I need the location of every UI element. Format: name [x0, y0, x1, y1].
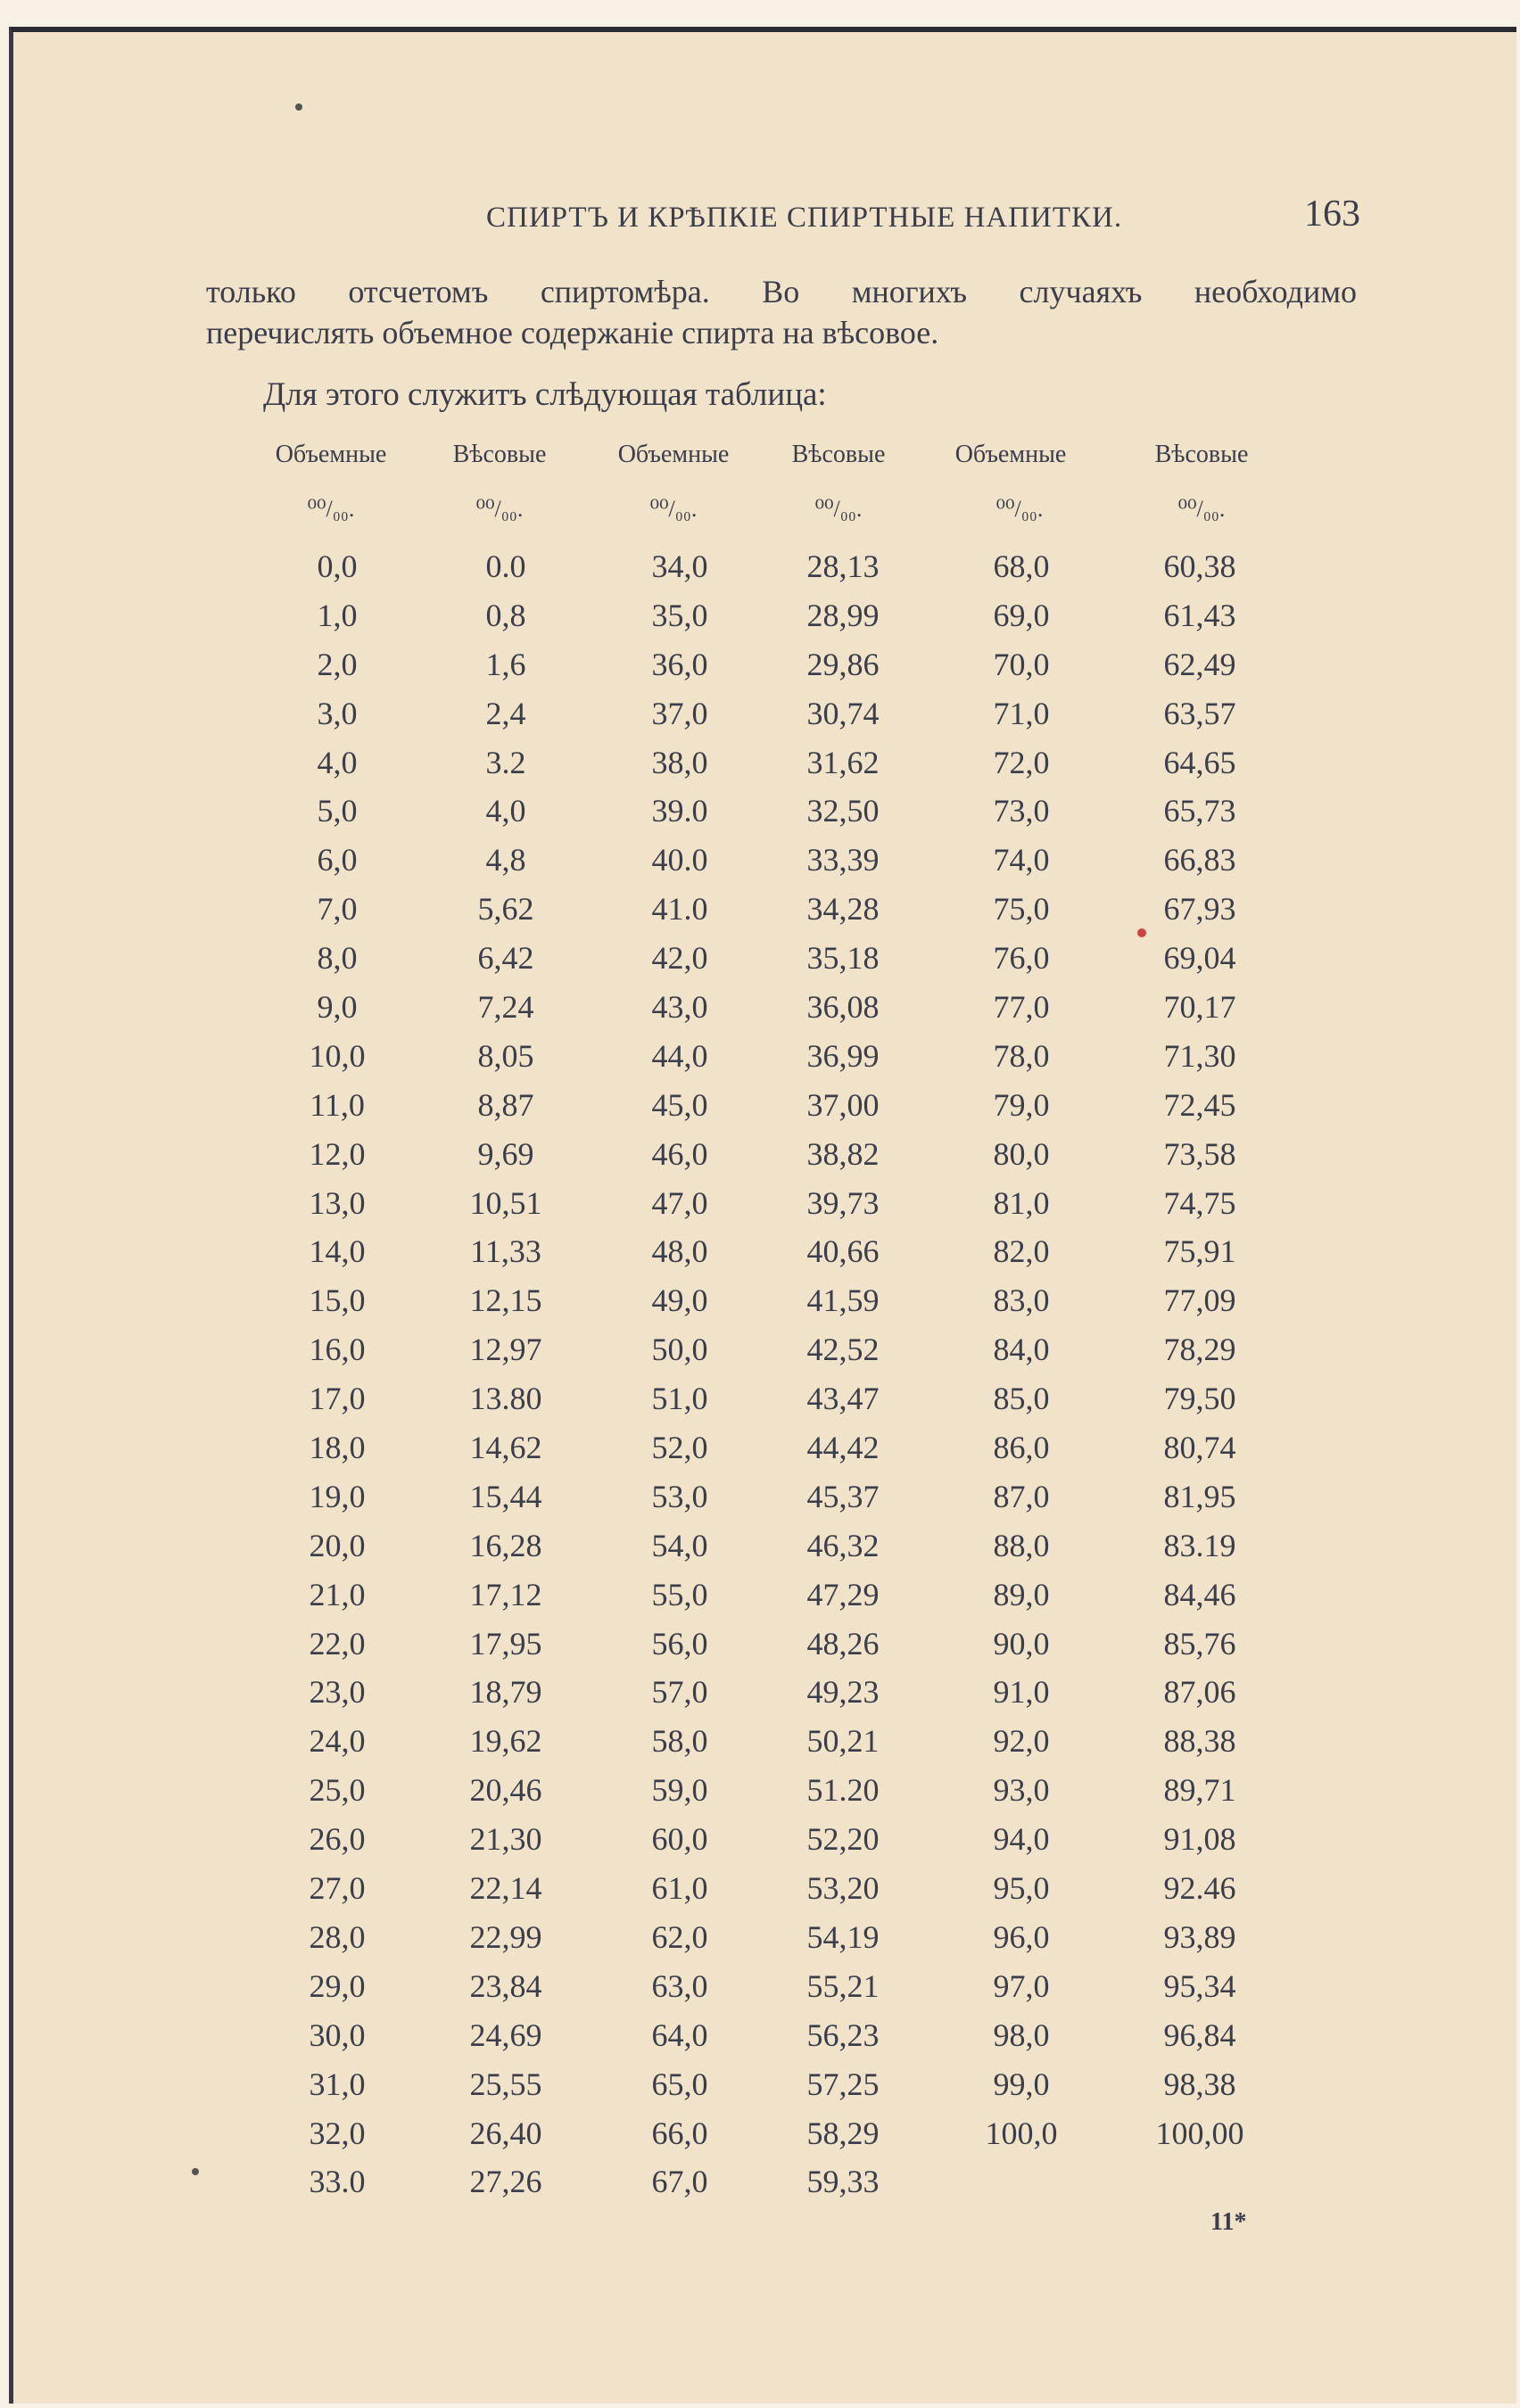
table-cell: 77,0 — [993, 989, 1050, 1026]
table-cell: 49,0 — [651, 1282, 708, 1319]
table-cell: 48,26 — [806, 1625, 880, 1662]
table-cell: 80,0 — [993, 1135, 1050, 1172]
table-cell: 96,0 — [993, 1918, 1050, 1955]
body-paragraph — [206, 271, 1357, 353]
table-cell: 17,12 — [469, 1576, 542, 1612]
table-cell: 8,05 — [477, 1037, 534, 1074]
column-header: Вѣсовые — [791, 441, 886, 468]
table-cell: 0,0 — [317, 548, 358, 584]
unit-label: ⁰⁰/₀₀. — [475, 496, 524, 522]
table-cell: 47,0 — [651, 1184, 708, 1221]
table-cell: 85,0 — [993, 1381, 1050, 1417]
table-cell: 3,0 — [317, 695, 358, 731]
table-cell: 100,00 — [1155, 2115, 1244, 2151]
table-cell: 35,0 — [651, 597, 708, 633]
table-cell: 70,0 — [993, 646, 1050, 682]
table-cell: 19,62 — [469, 1723, 542, 1760]
table-cell: 24,0 — [309, 1723, 366, 1760]
table-cell: 90,0 — [993, 1625, 1050, 1662]
table-cell: 64,65 — [1163, 744, 1236, 780]
table-cell: 87,0 — [993, 1478, 1050, 1514]
table-cell: 63,0 — [651, 1967, 708, 2004]
table-cell: 5,0 — [317, 793, 358, 829]
table-cell: 29,86 — [806, 646, 880, 682]
table-cell: 72,45 — [1163, 1086, 1236, 1123]
table-cell: 69,04 — [1163, 940, 1236, 977]
table-cell: 23,0 — [309, 1674, 366, 1711]
table-cell: 55,0 — [651, 1576, 708, 1612]
table-cell: 8,0 — [317, 940, 358, 977]
table-cell: 100,0 — [985, 2115, 1058, 2151]
table-cell: 50,21 — [806, 1723, 880, 1760]
table-cell: 36,0 — [651, 646, 708, 682]
table-cell: 57,0 — [651, 1674, 708, 1711]
table-cell: 74,75 — [1163, 1184, 1236, 1221]
table-cell: 38,82 — [806, 1135, 880, 1172]
table-cell: 36,99 — [806, 1037, 880, 1074]
table-cell: 18,79 — [469, 1674, 542, 1711]
table-cell: 53,0 — [651, 1478, 708, 1514]
table-cell: 84,46 — [1163, 1576, 1236, 1612]
table-cell: 80,74 — [1163, 1430, 1236, 1466]
table-cell: 30,0 — [309, 2016, 366, 2053]
column-header: Объемные — [954, 441, 1067, 468]
table-cell: 46,0 — [651, 1135, 708, 1172]
table-cell: 81,0 — [993, 1184, 1050, 1221]
table-cell: 12,97 — [469, 1332, 542, 1368]
table-cell: 48,0 — [651, 1233, 708, 1270]
table-cell: 53,20 — [806, 1870, 880, 1907]
unit-label: ⁰⁰/₀₀. — [1177, 496, 1226, 522]
table-cell: 94,0 — [993, 1821, 1050, 1858]
table-cell: 82,0 — [993, 1233, 1050, 1270]
table-cell: 15,44 — [469, 1478, 542, 1514]
table-cell: 97,0 — [993, 1967, 1050, 2004]
table-cell: 62,49 — [1163, 646, 1236, 682]
table-cell: 26,0 — [309, 1821, 366, 1858]
table-cell: 24,69 — [469, 2016, 542, 2053]
table-cell: 57,25 — [806, 2066, 880, 2102]
table-cell: 98,0 — [993, 2016, 1050, 2053]
table-cell: 11,33 — [470, 1233, 541, 1270]
table-cell: 47,29 — [806, 1576, 880, 1612]
table-cell: 63,57 — [1163, 695, 1236, 731]
running-head — [219, 193, 1360, 246]
table-cell: 40,66 — [806, 1233, 880, 1270]
table-cell: 43,0 — [651, 989, 708, 1026]
table-cell: 93,89 — [1163, 1918, 1236, 1955]
table-cell: 42,52 — [806, 1332, 880, 1368]
table-cell: 10,51 — [469, 1184, 542, 1221]
paragraph-line: только отсчетомъ спиртомѣра. Во многихъ случаяхъ необходимо — [206, 274, 1357, 309]
table-cell: 95,34 — [1163, 1967, 1236, 2004]
table-cell: 4,8 — [485, 842, 526, 878]
unit-label: ⁰⁰/₀₀. — [649, 496, 698, 522]
table-cell: 87,06 — [1163, 1674, 1236, 1711]
table-cell: 28,99 — [806, 597, 880, 633]
table-cell: 31,0 — [309, 2066, 366, 2102]
table-cell: 43,47 — [806, 1381, 880, 1417]
table-cell: 83,0 — [993, 1282, 1050, 1319]
table-cell: 69,0 — [993, 597, 1050, 633]
table-cell: 93,0 — [993, 1772, 1050, 1809]
table-cell: 7,24 — [477, 989, 534, 1026]
table-cell: 45,0 — [651, 1086, 708, 1123]
table-cell: 84,0 — [993, 1332, 1050, 1368]
table-cell: 11,0 — [310, 1086, 365, 1123]
table-cell: 45,37 — [806, 1478, 880, 1514]
table-cell: 58,29 — [806, 2115, 880, 2151]
table-cell: 86,0 — [993, 1430, 1050, 1466]
table-cell: 65,0 — [651, 2066, 708, 2102]
table-cell: 77,09 — [1163, 1282, 1236, 1319]
table-cell: 34,0 — [651, 548, 708, 584]
table-cell: 55,21 — [806, 1967, 880, 2004]
table-cell: 64,0 — [651, 2016, 708, 2053]
table-cell: 4,0 — [317, 744, 358, 780]
table-column — [772, 542, 914, 2206]
table-cell: 92,0 — [993, 1723, 1050, 1760]
table-cell: 17,95 — [469, 1625, 542, 1662]
table-cell: 56,0 — [651, 1625, 708, 1662]
table-cell: 66,83 — [1163, 842, 1236, 878]
table-cell: 78,0 — [993, 1037, 1050, 1074]
table-cell: 61,0 — [651, 1870, 708, 1907]
table-cell: 46,32 — [806, 1527, 880, 1563]
table-cell: 26,40 — [469, 2115, 542, 2151]
table-cell: 50,0 — [651, 1332, 708, 1368]
table-cell: 95,0 — [993, 1870, 1050, 1907]
table-cell: 3.2 — [485, 744, 526, 780]
table-cell: 61,43 — [1163, 597, 1236, 633]
table-cell: 32,50 — [806, 793, 880, 829]
table-column — [434, 542, 577, 2206]
column-header: Объемные — [275, 441, 387, 468]
table-cell: 10,0 — [309, 1037, 366, 1074]
table-cell: 14,0 — [309, 1233, 366, 1270]
table-cell: 30,74 — [806, 695, 880, 731]
table-cell: 18,0 — [309, 1430, 366, 1466]
table-cell: 23,84 — [469, 1967, 542, 2004]
table-cell: 12,15 — [469, 1282, 542, 1319]
table-cell: 31,62 — [806, 744, 880, 780]
table-cell: 28,13 — [806, 548, 880, 584]
table-cell: 25,0 — [309, 1772, 366, 1809]
table-cell: 13.80 — [469, 1381, 542, 1417]
table-cell: 73,58 — [1163, 1135, 1236, 1172]
table-cell: 75,91 — [1163, 1233, 1236, 1270]
table-column — [1128, 542, 1271, 2157]
table-cell: 20,46 — [469, 1772, 542, 1809]
table-cell: 99,0 — [993, 2066, 1050, 2102]
table-cell: 22,99 — [469, 1918, 542, 1955]
table-cell: 41,59 — [806, 1282, 880, 1319]
table-cell: 9,0 — [317, 989, 358, 1026]
table-cell: 74,0 — [993, 842, 1050, 878]
signature-mark: 11* — [1210, 2208, 1247, 2236]
table-cell: 6,0 — [317, 842, 358, 878]
table-cell: 22,0 — [309, 1625, 366, 1662]
table-cell: 0,8 — [485, 597, 526, 633]
table-cell: 70,17 — [1163, 989, 1236, 1026]
table-cell: 6,42 — [477, 940, 534, 977]
table-cell: 89,71 — [1163, 1772, 1236, 1809]
table-cell: 71,30 — [1163, 1037, 1236, 1074]
page-number: 163 — [1304, 194, 1360, 235]
table-cell: 89,0 — [993, 1576, 1050, 1612]
table-cell: 40.0 — [651, 842, 708, 878]
table-cell: 54,19 — [806, 1918, 880, 1955]
table-cell: 44,42 — [806, 1430, 880, 1466]
table-cell: 36,08 — [806, 989, 880, 1026]
column-header: Объемные — [617, 441, 730, 468]
table-cell: 52,20 — [806, 1821, 880, 1858]
table-cell: 7,0 — [317, 891, 358, 928]
table-cell: 38,0 — [651, 744, 708, 780]
table-column — [608, 542, 751, 2206]
table-cell: 92.46 — [1163, 1870, 1236, 1907]
table-cell: 71,0 — [993, 695, 1050, 731]
table-cell: 2,4 — [485, 695, 526, 731]
table-cell: 2,0 — [317, 646, 358, 682]
table-cell: 33,39 — [806, 842, 880, 878]
table-cell: 81,95 — [1163, 1478, 1236, 1514]
ink-speck — [295, 103, 302, 111]
column-header: Вѣсовые — [452, 441, 547, 468]
table-cell: 68,0 — [993, 548, 1050, 584]
table-cell: 27,0 — [309, 1870, 366, 1907]
table-cell: 91,08 — [1163, 1821, 1236, 1858]
table-cell: 76,0 — [993, 940, 1050, 977]
unit-label: ⁰⁰/₀₀. — [814, 496, 863, 522]
table-cell: 17,0 — [309, 1381, 366, 1417]
table-cell: 16,0 — [309, 1332, 366, 1368]
table-cell: 62,0 — [651, 1918, 708, 1955]
table-cell: 85,76 — [1163, 1625, 1236, 1662]
table-intro: Для этого служитъ слѣдующая таблица: — [263, 376, 827, 413]
table-cell: 42,0 — [651, 940, 708, 977]
table-cell: 14,62 — [469, 1430, 542, 1466]
table-cell: 54,0 — [651, 1527, 708, 1563]
table-cell: 19,0 — [309, 1478, 366, 1514]
table-cell: 88,0 — [993, 1527, 1050, 1563]
table-cell: 83.19 — [1163, 1527, 1236, 1563]
table-cell: 41.0 — [651, 891, 708, 928]
table-column — [950, 542, 1093, 2157]
table-cell: 65,73 — [1163, 793, 1236, 829]
table-cell: 56,23 — [806, 2016, 880, 2053]
table-cell: 73,0 — [993, 793, 1050, 829]
paragraph-line: перечислять объемное содержаніе спирта на вѣсовое. — [206, 315, 939, 350]
table-cell: 44,0 — [651, 1037, 708, 1074]
table-cell: 35,18 — [806, 940, 880, 977]
table-cell: 5,62 — [477, 891, 534, 928]
table-cell: 4,0 — [485, 793, 526, 829]
table-cell: 25,55 — [469, 2066, 542, 2102]
book-page — [9, 27, 1516, 2404]
table-column — [266, 542, 409, 2206]
table-cell: 67,0 — [651, 2164, 708, 2200]
table-cell: 13,0 — [309, 1184, 366, 1221]
table-cell: 51.20 — [806, 1772, 880, 1809]
table-cell: 15,0 — [309, 1282, 366, 1319]
table-cell: 49,23 — [806, 1674, 880, 1711]
table-cell: 28,0 — [309, 1918, 366, 1955]
table-cell: 59,0 — [651, 1772, 708, 1809]
table-cell: 21,0 — [309, 1576, 366, 1612]
table-cell: 58,0 — [651, 1723, 708, 1760]
table-cell: 79,50 — [1163, 1381, 1236, 1417]
table-cell: 91,0 — [993, 1674, 1050, 1711]
table-cell: 33.0 — [309, 2164, 366, 2200]
table-cell: 66,0 — [651, 2115, 708, 2151]
table-cell: 12,0 — [309, 1135, 366, 1172]
column-header: Вѣсовые — [1154, 441, 1249, 468]
table-cell: 78,29 — [1163, 1332, 1236, 1368]
unit-label: ⁰⁰/₀₀. — [995, 496, 1044, 522]
table-cell: 37,0 — [651, 695, 708, 731]
table-cell: 27,26 — [469, 2164, 542, 2200]
table-cell: 16,28 — [469, 1527, 542, 1563]
table-cell: 22,14 — [469, 1870, 542, 1907]
table-cell: 52,0 — [651, 1430, 708, 1466]
table-cell: 21,30 — [469, 1821, 542, 1858]
table-cell: 98,38 — [1163, 2066, 1236, 2102]
table-cell: 60,38 — [1163, 548, 1236, 584]
table-cell: 96,84 — [1163, 2016, 1236, 2053]
table-cell: 72,0 — [993, 744, 1050, 780]
running-head-title: СПИРТЪ И КРѢПКІЕ СПИРТНЫЕ НАПИТКИ. — [486, 202, 1123, 234]
table-cell: 75,0 — [993, 891, 1050, 928]
unit-label: ⁰⁰/₀₀. — [307, 496, 355, 522]
table-cell: 67,93 — [1163, 891, 1236, 928]
table-cell: 88,38 — [1163, 1723, 1236, 1760]
table-cell: 1,6 — [485, 646, 526, 682]
table-cell: 59,33 — [806, 2164, 880, 2200]
table-cell: 32,0 — [309, 2115, 366, 2151]
table-cell: 39,73 — [806, 1184, 880, 1221]
table-cell: 9,69 — [477, 1135, 534, 1172]
table-cell: 51,0 — [651, 1381, 708, 1417]
table-cell: 60,0 — [651, 1821, 708, 1858]
table-cell: 37,00 — [806, 1086, 880, 1123]
table-cell: 79,0 — [993, 1086, 1050, 1123]
table-cell: 0.0 — [485, 548, 526, 584]
table-cell: 29,0 — [309, 1967, 366, 2004]
table-cell: 39.0 — [651, 793, 708, 829]
table-cell: 1,0 — [317, 597, 358, 633]
ink-speck — [1137, 928, 1146, 937]
table-cell: 20,0 — [309, 1527, 366, 1563]
table-cell: 8,87 — [477, 1086, 534, 1123]
table-cell: 34,28 — [806, 891, 880, 928]
ink-speck — [192, 2168, 199, 2175]
